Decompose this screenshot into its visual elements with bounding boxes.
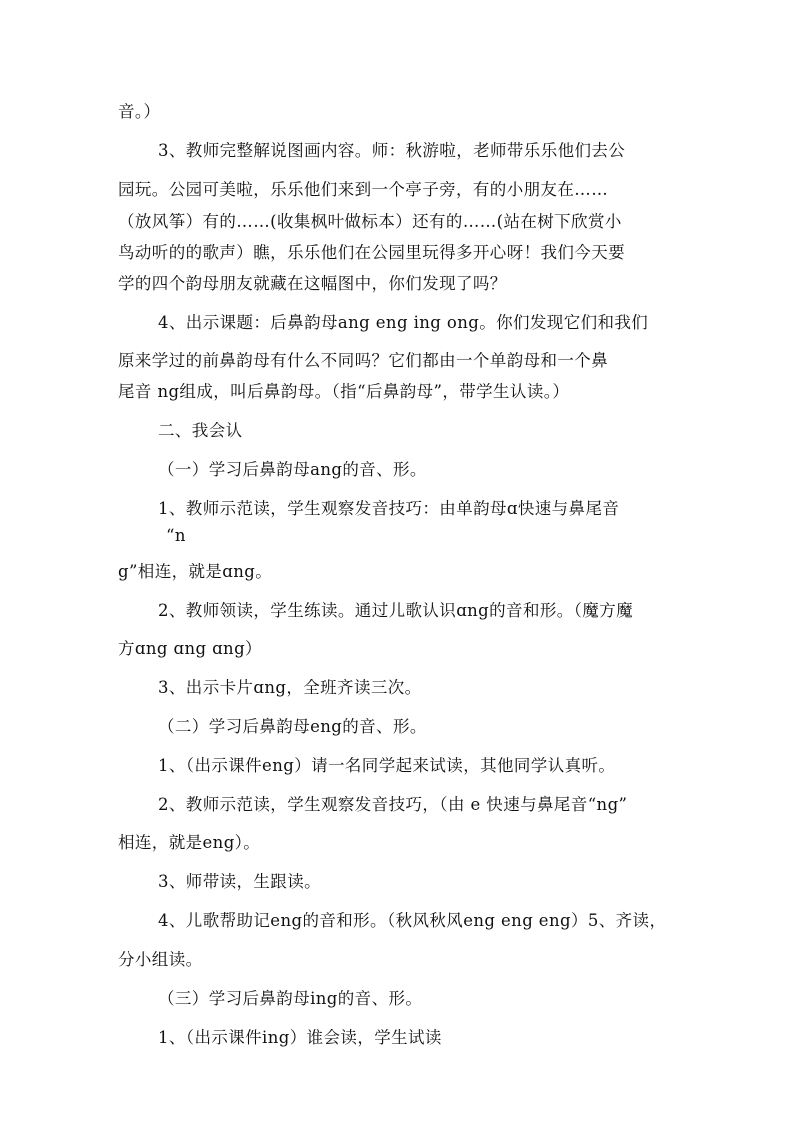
text-line-23: 4、儿歌帮助记eng的音和形。（秋风秋风eng eng eng）5、齐读， xyxy=(158,911,667,930)
text-line-24: 分小组读。 xyxy=(118,950,203,969)
subsection-ing: （三）学习后鼻韵母ing的音、形。 xyxy=(158,989,423,1008)
text-line-15: 2、教师领读，学生练读。通过儿歌认识ɑng的音和形。（魔方魔 xyxy=(158,601,633,620)
text-line-1: 音。） xyxy=(118,102,161,121)
text-line-13: “n xyxy=(166,526,186,545)
text-line-12: 1、教师示范读，学生观察发音技巧：由单韵母ɑ快速与鼻尾音 xyxy=(158,499,620,518)
subsection-ang: （一）学习后鼻韵母ang的音、形。 xyxy=(158,460,427,479)
text-line-19: 1、（出示课件eng）请一名同学起来试读，其他同学认真听。 xyxy=(158,756,616,775)
text-line-14: g”相连，就是ɑng。 xyxy=(118,562,273,581)
text-line-26: 1、（出示课件ing）谁会读，学生试读 xyxy=(158,1028,442,1047)
text-line-2: 3、教师完整解说图画内容。师：秋游啦，老师带乐乐他们去公 xyxy=(158,141,626,160)
text-line-21: 相连，就是eng）。 xyxy=(118,833,261,852)
text-line-4: （放风筝）有的……(收集枫叶做标本）还有的……(站在树下欣赏小 xyxy=(118,212,622,231)
text-line-3: 园玩。公园可美啦，乐乐他们来到一个亭子旁，有的小朋友在…… xyxy=(118,180,609,199)
text-line-16: 方ɑng ɑng ɑng） xyxy=(118,639,262,658)
subsection-eng: （二）学习后鼻韵母eng的音、形。 xyxy=(158,717,427,736)
text-line-5: 鸟动听的的歌声）瞧，乐乐他们在公园里玩得多开心呀！我们今天要 xyxy=(118,243,625,262)
text-line-17: 3、出示卡片ɑng，全班齐读三次。 xyxy=(158,678,422,697)
text-line-8: 原来学过的前鼻韵母有什么不同吗？它们都由一个单韵母和一个鼻 xyxy=(118,351,609,370)
text-line-20: 2、教师示范读，学生观察发音技巧，（由 e 快速与鼻尾音“ng” xyxy=(158,795,628,814)
section-heading: 二、我会认 xyxy=(158,421,243,440)
text-line-7: 4、出示课题：后鼻韵母ang eng ing ong。你们发现它们和我们 xyxy=(158,313,649,332)
text-line-6: 学的四个韵母朋友就藏在这幅图中，你们发现了吗？ xyxy=(118,274,507,293)
text-line-9: 尾音 ng组成，叫后鼻韵母。（指“后鼻韵母”，带学生认读。） xyxy=(118,382,570,401)
text-line-22: 3、师带读，生跟读。 xyxy=(158,872,321,891)
